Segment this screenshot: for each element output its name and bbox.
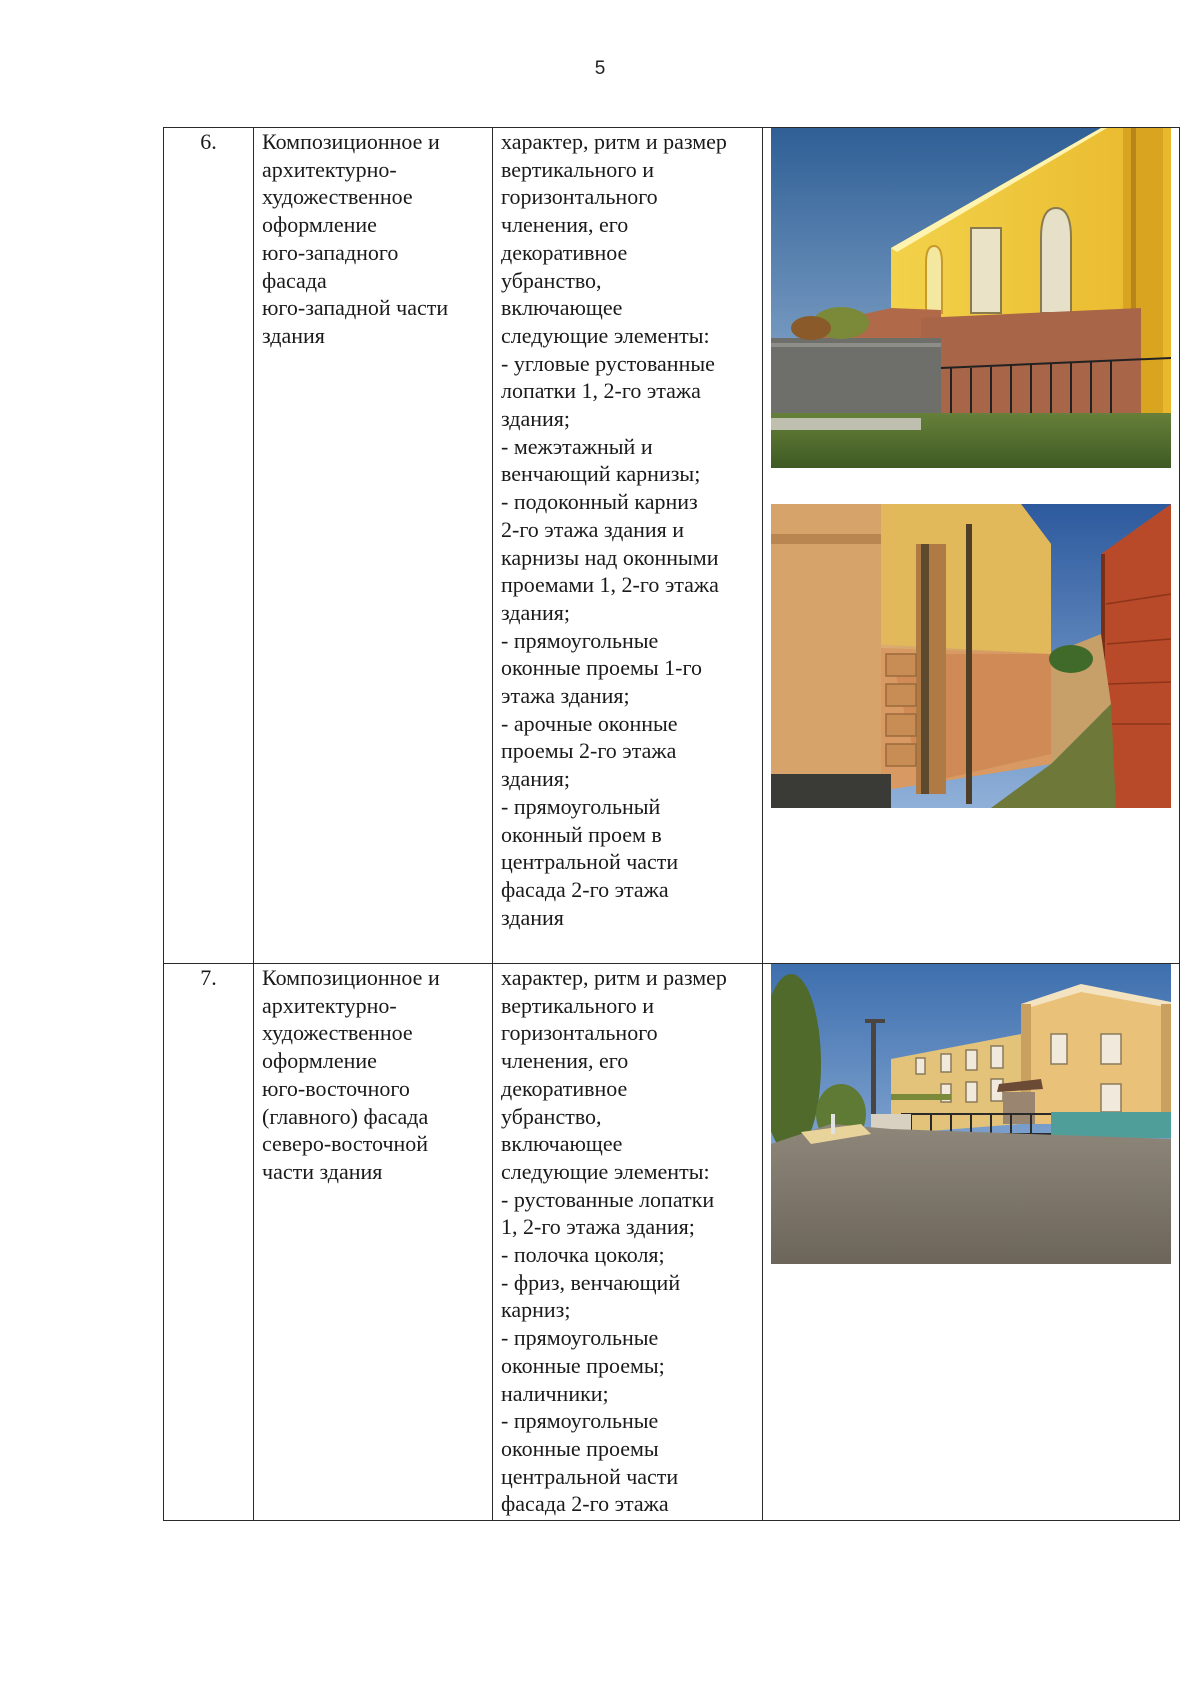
element-name-cell xyxy=(254,128,493,964)
text-line: - межэтажный и xyxy=(501,433,653,459)
text-line: оформление xyxy=(262,212,377,238)
text-line: - угловые рустованные xyxy=(501,350,715,376)
text-line: фасада 2-го этажа xyxy=(501,876,669,902)
text-line: художественное xyxy=(262,1020,413,1046)
text-line: Композиционное и xyxy=(262,965,440,990)
text-line: следующие элементы: xyxy=(501,322,710,348)
element-description-cell xyxy=(493,964,763,1521)
text-line: - прямоугольные xyxy=(501,1325,659,1351)
text-line: этажа здания; xyxy=(501,683,630,709)
text-line: членения, его xyxy=(501,212,629,238)
text-line: - рустованные лопатки xyxy=(501,1186,715,1212)
text-line: архитектурно- xyxy=(262,992,397,1018)
text-line: - фриз, венчающий xyxy=(501,1269,681,1295)
table-row xyxy=(164,964,1180,1521)
text-line: архитектурно- xyxy=(262,156,397,182)
row-number: 6. xyxy=(164,128,254,964)
text-line: оконные проемы xyxy=(501,1435,659,1461)
text-line: здания xyxy=(262,322,325,348)
text-line: центральной части xyxy=(501,1463,679,1489)
text-line: вертикального и xyxy=(501,992,654,1018)
text-line: фасада xyxy=(262,267,327,293)
text-line: - подоконный карниз xyxy=(501,489,698,515)
text-line: здания xyxy=(501,904,564,930)
table-row xyxy=(164,128,1180,964)
text-line: 2-го этажа здания и xyxy=(501,516,685,542)
text-line: оформление xyxy=(262,1048,377,1074)
text-line: оконные проемы 1-го xyxy=(501,655,702,681)
text-line: 1, 2-го этажа здания; xyxy=(501,1214,695,1240)
photo-alley-facade xyxy=(771,504,1171,808)
element-name-cell xyxy=(254,964,493,1521)
text-line: венчающий карнизы; xyxy=(501,461,701,487)
text-line: горизонтального xyxy=(501,184,658,210)
element-description-cell xyxy=(493,128,763,964)
text-line: юго-восточного xyxy=(262,1075,410,1101)
text-line: оконные проемы; xyxy=(501,1352,665,1378)
row-number: 7. xyxy=(164,964,254,1521)
text-line: включающее xyxy=(501,1131,623,1157)
text-line: здания; xyxy=(501,766,571,792)
text-line: декоративное xyxy=(501,239,628,265)
text-line: членения, его xyxy=(501,1048,629,1074)
text-line: убранство, xyxy=(501,267,602,293)
text-line: горизонтального xyxy=(501,1020,658,1046)
text-line: проемы 2-го этажа xyxy=(501,738,677,764)
text-line: декоративное xyxy=(501,1075,628,1101)
text-line: следующие элементы: xyxy=(501,1158,710,1184)
text-line: карнизы над оконными xyxy=(501,544,719,570)
text-line: характер, ритм и размер xyxy=(501,965,727,990)
text-line: (главного) фасада xyxy=(262,1103,429,1129)
text-line: юго-западного xyxy=(262,239,399,265)
text-line: центральной части xyxy=(501,849,679,875)
page-number: 5 xyxy=(594,58,606,79)
photo-southwest-facade xyxy=(771,128,1171,468)
text-line: лопатки 1, 2-го этажа xyxy=(501,378,701,404)
text-line: фасада 2-го этажа xyxy=(501,1491,669,1517)
text-line: здания; xyxy=(501,406,571,432)
text-line: Композиционное и xyxy=(262,129,440,154)
text-line: - арочные оконные xyxy=(501,710,678,736)
text-line: характер, ритм и размер xyxy=(501,129,727,154)
text-line: - прямоугольный xyxy=(501,793,661,819)
text-line: вертикального и xyxy=(501,156,654,182)
text-line: юго-западной части xyxy=(262,295,449,321)
text-line: северо-восточной xyxy=(262,1131,429,1157)
text-line: части здания xyxy=(262,1158,383,1184)
text-line: проемами 1, 2-го этажа xyxy=(501,572,719,598)
text-line: художественное xyxy=(262,184,413,210)
text-line: убранство, xyxy=(501,1103,602,1129)
text-line: оконный проем в xyxy=(501,821,662,847)
text-line: наличники; xyxy=(501,1380,609,1406)
text-line: - прямоугольные xyxy=(501,1408,659,1434)
text-line: здания; xyxy=(501,599,571,625)
text-line: карниз; xyxy=(501,1297,571,1323)
photo-main-facade xyxy=(771,964,1171,1264)
photo-cell xyxy=(763,964,1180,1521)
text-line: - полочка цоколя; xyxy=(501,1242,665,1268)
text-line: включающее xyxy=(501,295,623,321)
photo-cell xyxy=(763,128,1180,964)
text-line: - прямоугольные xyxy=(501,627,659,653)
monument-elements-table xyxy=(163,127,1180,1521)
